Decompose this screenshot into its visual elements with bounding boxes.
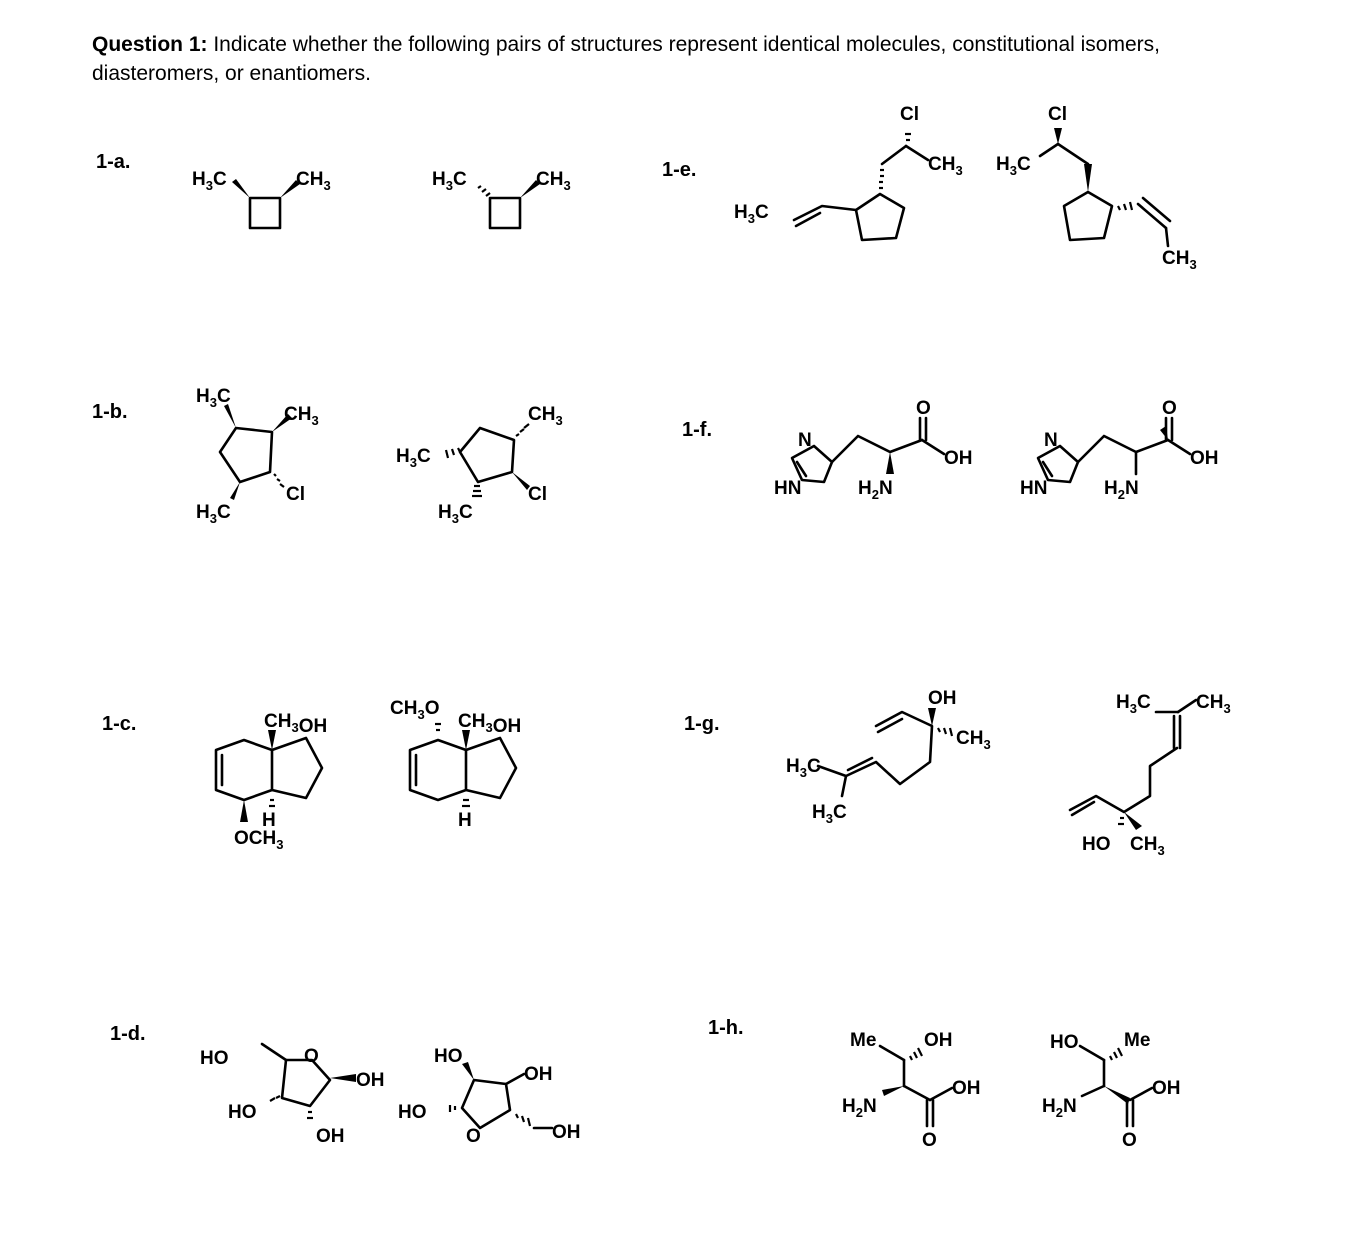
svg-text:Me [1124, 1030, 1150, 1051]
svg-text:H3C [396, 446, 431, 470]
atom-label: Cl [1048, 104, 1067, 125]
molecule-1a-left [192, 169, 331, 228]
atom-label: OH [944, 448, 973, 469]
problem-1e [662, 104, 1197, 272]
subscript: 3 [1129, 701, 1137, 716]
atom-label [396, 446, 431, 470]
subscript: 3 [555, 413, 563, 428]
symbol: CH [1196, 692, 1224, 713]
symbol: CH [458, 711, 486, 732]
symbol: CH [390, 698, 418, 719]
problem-1h [708, 1017, 1181, 1151]
symbol: CH [1130, 834, 1158, 855]
subscript: 3 [451, 511, 459, 526]
symbol: H [858, 478, 872, 499]
svg-text:CH3 [284, 404, 319, 428]
svg-text:OH [524, 1064, 553, 1085]
svg-text:OH [952, 1078, 981, 1099]
atom-label: HO [1082, 834, 1111, 855]
atom-label: OH [356, 1070, 385, 1091]
atom-label: HO [228, 1102, 257, 1123]
svg-text:H3C [192, 169, 227, 193]
svg-text:HO [398, 1102, 427, 1123]
atom-label: OH [924, 1030, 953, 1051]
atom-label: O [916, 398, 931, 419]
svg-text:CH3 [1196, 692, 1231, 716]
atom-label: OH [552, 1122, 581, 1143]
atom-label: N [798, 430, 812, 451]
atom-label: H [262, 810, 276, 831]
symbol: H [192, 169, 206, 190]
symbol: CH [264, 711, 292, 732]
symbol: N [1124, 478, 1139, 499]
atom-label: OH [524, 1064, 553, 1085]
atom-label: O [466, 1126, 481, 1147]
molecule-1b-right [396, 404, 563, 526]
atom-label [956, 728, 991, 752]
symbol: CH [928, 154, 956, 175]
symbol: C [452, 169, 467, 190]
symbol: H [1104, 478, 1118, 499]
subscript: 3 [563, 178, 571, 193]
molecule-1h-right [1042, 1030, 1181, 1151]
symbol: C [216, 502, 231, 523]
svg-text:O [916, 398, 931, 419]
atom-label: O [304, 1046, 319, 1067]
atom-label: O [922, 1130, 937, 1151]
svg-text:HO [1082, 834, 1111, 855]
svg-text:OH [924, 1030, 953, 1051]
question-label: Question 1: [92, 33, 208, 56]
atom-label: OH [928, 688, 957, 709]
subscript: 3 [209, 395, 217, 410]
label-1h: 1-h. [708, 1017, 744, 1039]
svg-text:N [798, 430, 812, 451]
subscript: 3 [1009, 163, 1017, 178]
svg-text:HO [1050, 1032, 1079, 1053]
subscript: 2 [871, 487, 879, 502]
svg-text:H3C [196, 386, 231, 410]
molecule-1f-left [774, 398, 973, 502]
svg-text:OH [316, 1126, 345, 1147]
atom-label: HO [398, 1102, 427, 1123]
svg-text:HN [1020, 478, 1047, 499]
atom-label [928, 154, 963, 178]
atom-label [734, 202, 769, 226]
atom-label: HO [200, 1048, 229, 1069]
symbol: C [806, 756, 821, 777]
svg-text:Me [850, 1030, 876, 1051]
symbol: C [1136, 692, 1151, 713]
subscript: 3 [417, 707, 425, 722]
atom-label: O [1122, 1130, 1137, 1151]
symbol: H [396, 446, 410, 467]
atom-label [390, 698, 439, 722]
symbol: H [734, 202, 748, 223]
atom-label [858, 478, 893, 502]
symbol: H [812, 802, 826, 823]
subscript: 3 [1223, 701, 1231, 716]
atom-label [812, 802, 847, 826]
symbol: CH [1162, 248, 1190, 269]
molecule-1a-right [432, 169, 571, 228]
svg-text:O [304, 1046, 319, 1067]
atom-label [196, 502, 231, 526]
svg-text:OCH3 [234, 828, 283, 852]
atom-label [264, 711, 299, 735]
symbol: H [196, 386, 210, 407]
subscript: 2 [1055, 1105, 1063, 1120]
svg-text:CH3 [1130, 834, 1165, 858]
svg-text:HO [228, 1102, 257, 1123]
subscript: 3 [409, 455, 417, 470]
svg-text:HO [200, 1048, 229, 1069]
svg-text:HO [434, 1046, 463, 1067]
problem-1d [110, 1023, 581, 1147]
problem-1g [684, 688, 1231, 858]
label-1e: 1-e. [662, 159, 697, 181]
svg-text:CH3 [956, 728, 991, 752]
molecule-1d-left [200, 1044, 385, 1147]
symbol: H [432, 169, 446, 190]
problem-1b [92, 386, 563, 526]
subscript: 3 [276, 837, 284, 852]
atom-label: Me [850, 1030, 877, 1051]
atom-label [192, 169, 227, 193]
problem-1c [102, 698, 521, 852]
symbol: N [862, 1096, 877, 1117]
molecule-1f-right [1020, 398, 1219, 502]
svg-text:OH [356, 1070, 385, 1091]
svg-text:H3C [996, 154, 1031, 178]
svg-text:Cl [1048, 104, 1067, 125]
symbol: CH [956, 728, 984, 749]
svg-text:O [466, 1126, 481, 1147]
svg-text:CH3 [1162, 248, 1197, 272]
symbol: CH [296, 169, 324, 190]
svg-text:O [922, 1130, 937, 1151]
symbol: C [216, 386, 231, 407]
symbol: H [1042, 1096, 1056, 1117]
svg-text:H2N [1104, 478, 1139, 502]
symbol: N [878, 478, 893, 499]
atom-label: OH [298, 716, 328, 737]
symbol: H [842, 1096, 856, 1117]
symbol: N [1062, 1096, 1077, 1117]
subscript: 2 [855, 1105, 863, 1120]
atom-label: HN [1020, 478, 1048, 499]
svg-text:H2N [1042, 1096, 1077, 1120]
subscript: 3 [205, 178, 213, 193]
svg-text:H2N [858, 478, 893, 502]
symbol: C [754, 202, 769, 223]
atom-label: OH [316, 1126, 345, 1147]
symbol: C [832, 802, 847, 823]
svg-text:CH3 [536, 169, 571, 193]
molecule-1c-right [390, 698, 521, 831]
label-1b: 1-b. [92, 401, 128, 423]
atom-label: Cl [286, 484, 305, 505]
svg-text:CH3 [528, 404, 563, 428]
atom-label [528, 404, 563, 428]
atom-label: H [458, 810, 472, 831]
molecule-1e-right [996, 104, 1197, 272]
label-1c: 1-c. [102, 713, 137, 735]
svg-text:H3C [1116, 692, 1151, 716]
symbol: H [438, 502, 452, 523]
atom-label [432, 169, 467, 193]
svg-text:H3C [812, 802, 847, 826]
atom-label [458, 711, 493, 735]
atom-label: OH [1152, 1078, 1181, 1099]
subscript: 3 [799, 765, 807, 780]
molecule-1g-left [786, 688, 991, 826]
atom-label [234, 828, 283, 852]
atom-label: Cl [900, 104, 919, 125]
svg-text:H3C [432, 169, 467, 193]
svg-text:CH3 [296, 169, 331, 193]
svg-text:OH [1152, 1078, 1181, 1099]
molecule-1b-left [196, 386, 319, 526]
subscript: 3 [1189, 257, 1197, 272]
atom-label: O [1162, 398, 1177, 419]
symbol: C [212, 169, 227, 190]
symbol: C [416, 446, 431, 467]
atom-label: OH [492, 716, 522, 737]
svg-text:OH [928, 688, 957, 709]
svg-text:Cl [528, 484, 547, 505]
svg-text:CH3 [928, 154, 963, 178]
atom-label [196, 386, 231, 410]
symbol: H [996, 154, 1010, 175]
label-1g: 1-g. [684, 713, 720, 735]
symbol: H [196, 502, 210, 523]
subscript: 3 [1157, 843, 1165, 858]
subscript: 3 [955, 163, 963, 178]
symbol: CH [284, 404, 312, 425]
symbol: CH [536, 169, 564, 190]
atom-label [786, 756, 821, 780]
svg-text:OH [552, 1122, 581, 1143]
atom-label [296, 169, 331, 193]
svg-text:H [458, 810, 472, 831]
molecule-1d-right [398, 1046, 581, 1147]
symbol: CH [528, 404, 556, 425]
atom-label: HO [1050, 1032, 1079, 1053]
molecule-1c-left [216, 711, 327, 852]
atom-label: OH [1190, 448, 1219, 469]
atom-label [1104, 478, 1139, 502]
problem-1f [682, 398, 1219, 502]
svg-text:H3C [734, 202, 769, 226]
subscript: 3 [323, 178, 331, 193]
atom-label [1196, 692, 1231, 716]
symbol: C [1016, 154, 1031, 175]
symbol: C [458, 502, 473, 523]
svg-text:OH [1190, 448, 1219, 469]
atom-label [1130, 834, 1165, 858]
svg-text:OH [944, 448, 973, 469]
label-1d: 1-d. [110, 1023, 146, 1045]
problem-1a [96, 151, 571, 228]
atom-label [1162, 248, 1197, 272]
symbol: H [786, 756, 800, 777]
subscript: 3 [311, 413, 319, 428]
svg-text:O [1162, 398, 1177, 419]
label-1f: 1-f. [682, 419, 712, 441]
subscript: 3 [983, 737, 991, 752]
question-text: Indicate whether the following pairs of structures represent identical molecules, constitutional isomers, diasteromers, or enantiomers. [92, 33, 1160, 85]
atom-label [1042, 1096, 1077, 1120]
symbol: OCH [234, 828, 277, 849]
molecule-1h-left [842, 1030, 981, 1151]
label-1a: 1-a. [96, 151, 131, 173]
atom-label [1116, 692, 1151, 716]
subscript: 2 [1117, 487, 1125, 502]
subscript: 3 [485, 720, 493, 735]
symbol: H [1116, 692, 1130, 713]
atom-label [842, 1096, 877, 1120]
svg-text:Cl [286, 484, 305, 505]
atom-label: Cl [528, 484, 547, 505]
symbol: O [424, 698, 440, 719]
subscript: 3 [209, 511, 217, 526]
svg-text:H3C [196, 502, 231, 526]
svg-text:CH3O [390, 698, 439, 722]
molecule-1g-right [1070, 692, 1231, 858]
atom-label [284, 404, 319, 428]
molecule-1e-left [734, 104, 963, 240]
atom-label [438, 502, 473, 526]
atom-label: N [1044, 430, 1058, 451]
svg-text:Cl [900, 104, 919, 125]
atom-label: HN [774, 478, 802, 499]
svg-text:H2N [842, 1096, 877, 1120]
atom-label [996, 154, 1031, 178]
subscript: 3 [747, 211, 755, 226]
atom-label [536, 169, 571, 193]
subscript: 3 [291, 720, 299, 735]
subscript: 3 [445, 178, 453, 193]
svg-text:H3C [438, 502, 473, 526]
atom-label: HO [434, 1046, 463, 1067]
subscript: 3 [825, 811, 833, 826]
atom-label: Me [1124, 1030, 1151, 1051]
svg-text:O [1122, 1130, 1137, 1151]
svg-text:N [1044, 430, 1058, 451]
svg-text:HN [774, 478, 801, 499]
atom-label: OH [952, 1078, 981, 1099]
svg-text:H3C [786, 756, 821, 780]
